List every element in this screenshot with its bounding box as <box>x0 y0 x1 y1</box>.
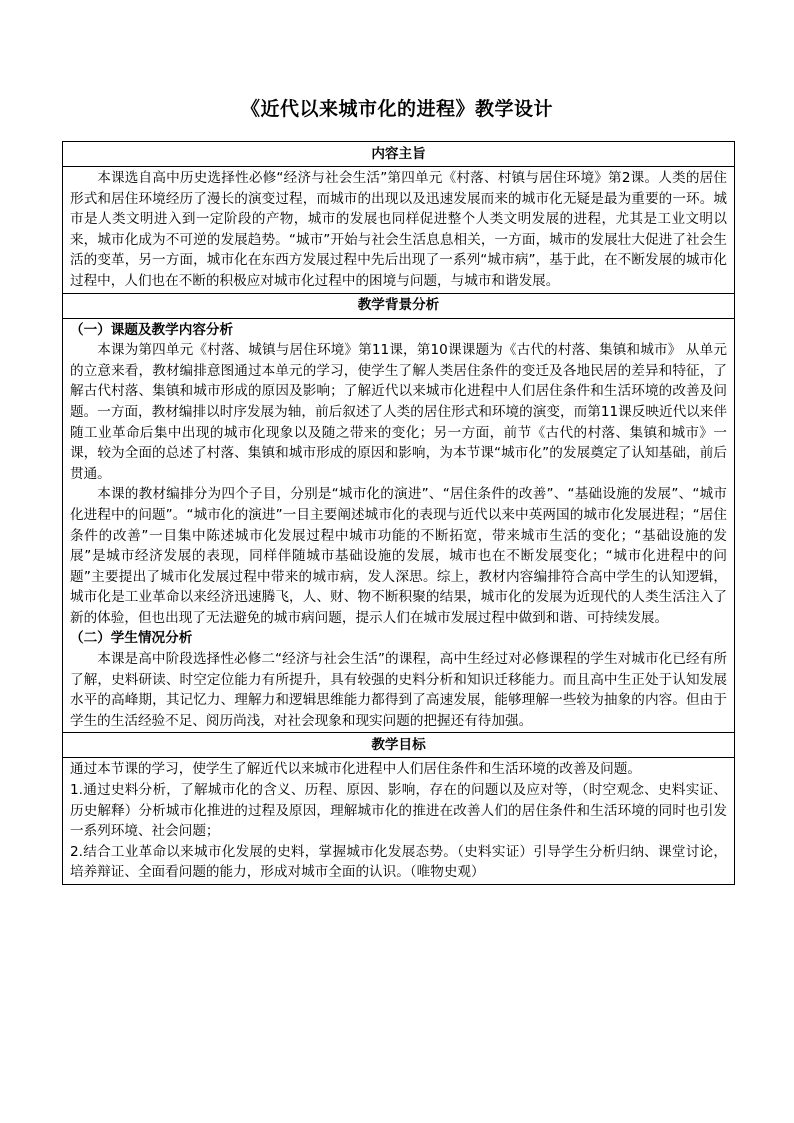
background-header: 教学背景分析 <box>63 293 735 318</box>
student-analysis-subheading: （二）学生情况分析 <box>70 630 193 647</box>
student-analysis-paragraph: 本课是高中阶段选择性必修二“经济与社会生活”的课程，高中生经过对必修课程的学生对城市化已经有所了解，史料研读、时空定位能力有所提升，具有较强的史料分析和知识迁移能力。而且高中生正处于认知发展水平的高峰期，其记忆力、理解力和逻辑思维能力都得到了高速发展，能够理解一些较为抽象的内容。但由于学生的生活经验不足、阅历尚浅，对社会现象和现实问题的把握还有待加强。 <box>70 651 727 729</box>
course-content-paragraph-1: 本课为第四单元《村落、城镇与居住环境》第11课，第10课课题为《古代的村落、集镇和城市》 从单元的立意来看，教材编排意图通过本单元的学习，使学生了解人类居住条件的变迁及各地民居的差异和特征，了解古代村落、集镇和城市形成的原因及影响；了解近代以来城市化进程中人们居住条件和生活环境的改善及问题。一方面，教材编排以时序发展为轴，前后叙述了人类的居住形式和环境的演变，而第11课反映近代以来伴随工业革命后集中出现的城市化现象以及随之带来的变化；另一方面，前节《古代的村落、集镇和城市》一课，较为全面的总述了村落、集镇和城市形成的原因和影响，为本节课“城市化”的发展奠定了认知基础，前后贯通。 <box>70 342 727 482</box>
objective-item-2: 2.结合工业革命以来城市化发展的史料，掌握城市化发展态势。（史料实证）引导学生分析归纳、课堂讨论，培养辩证、全面看问题的能力，形成对城市全面的认识。（唯物史观） <box>70 843 727 881</box>
objective-item-1: 1.通过史料分析，了解城市化的含义、历程、原因、影响，存在的问题以及应对等，（时空观念、史料实证、历史解释）分析城市化推进的过程及原因，理解城市化的推进在改善人们的居住条件和生活环境的同时也引发一系列环境、社会问题； <box>70 782 727 840</box>
content-gist-header: 内容主旨 <box>63 142 735 167</box>
lesson-design-table <box>62 141 735 885</box>
course-content-paragraph-2: 本课的教材编排分为四个子目，分别是“城市化的演进”、“居住条件的改善”、“基础设施的发展”、“城市化进程中的问题”。“城市化的演进”一目主要阐述城市化的表现与近代以来中英两国的城市化发展进程；“居住条件的改善”一目集中陈述城市化发展过程中城市功能的不断拓宽，带来城市生活的变化；“基础设施的发展”是城市经济发展的表现，同样伴随城市基础设施的发展，城市也在不断发展变化；“城市化进程中的问题”主要提出了城市化发展过程中带来的城市病，发人深思。综上，教材内容编排符合高中学生的认知逻辑，城市化是工业革命以来经济迅速腾飞，人、财、物不断积聚的结果，城市化的发展为近现代的人类生活注入了新的体验，但也出现了无法避免的城市病问题，提示人们在城市发展过程中做到和谐、可持续发展。 <box>70 486 727 626</box>
course-content-subheading: （一）课题及教学内容分析 <box>70 321 234 338</box>
objectives-cell <box>63 758 735 885</box>
document-title: 《近代以来城市化的进程》教学设计 <box>240 98 553 120</box>
background-cell <box>63 318 735 733</box>
objectives-header: 教学目标 <box>63 733 735 758</box>
content-gist-paragraph: 本课选自高中历史选择性必修“经济与社会生活”第四单元《村落、村镇与居住环境》第2课。人类的居住形式和居住环境经历了漫长的演变过程，而城市的出现以及迅速发展而来的城市化无疑是最为重要的一环。城市是人类文明进入到一定阶段的产物，城市的发展也同样促进整个人类文明发展的进程，尤其是工业文明以来，城市化成为不可逆的发展趋势。“城市”开始与社会生活息息相关，一方面，城市的发展壮大促进了社会生活的变革，另一方面，城市化在东西方发展过程中先后出现了一系列“城市病”，基于此，在不断发展的城市化过程中，人们也在不断的积极应对城市化过程中的困境与问题，与城市和谐发展。 <box>70 170 727 289</box>
content-gist-cell <box>63 167 735 294</box>
objectives-intro: 通过本节课的学习，使学生了解近代以来城市化进程中人们居住条件和生活环境的改善及问题。 <box>70 761 641 778</box>
